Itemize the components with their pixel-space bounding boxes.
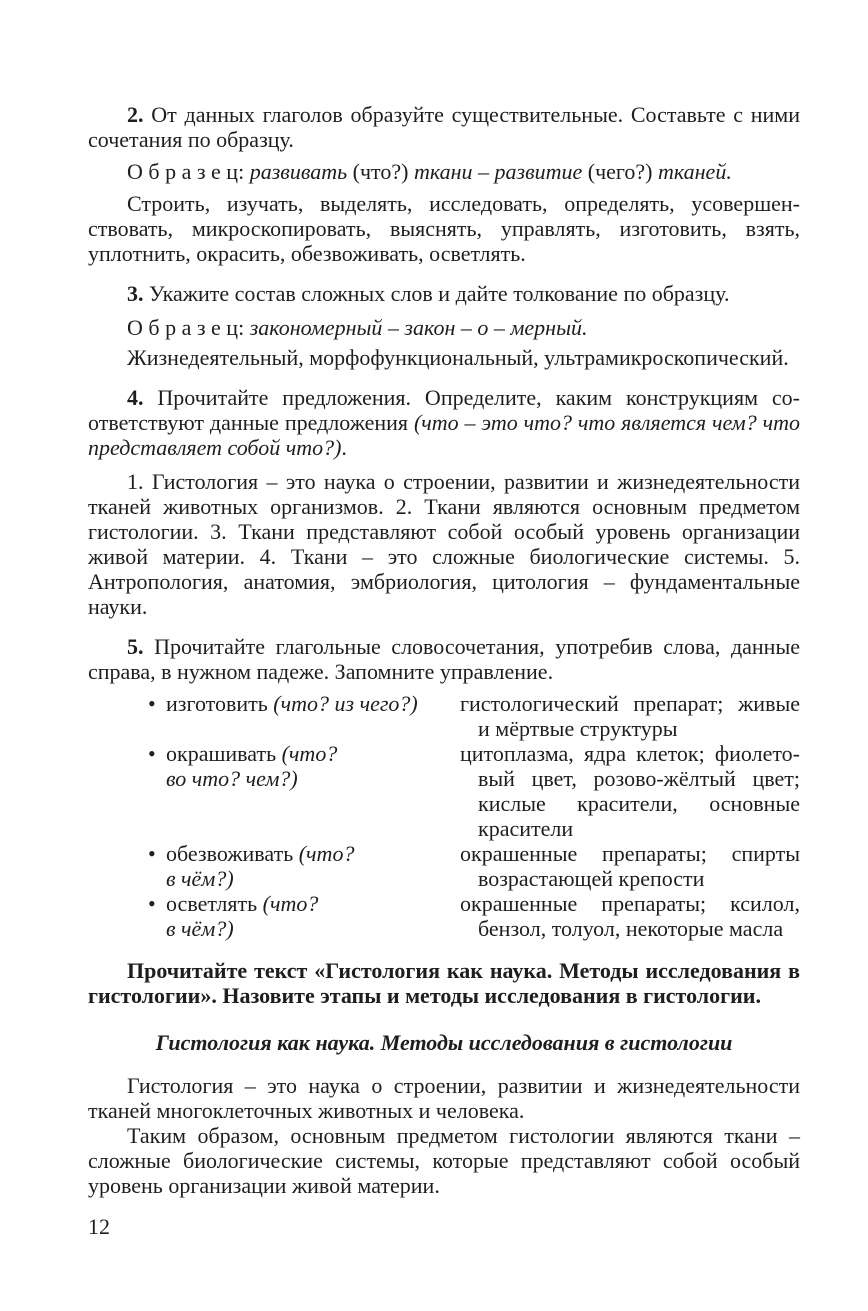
reading-paragraph-1: Гистология – это наука о строении, развитии и жизнедеятельности тканей многоклеточных животных и человека. (88, 1073, 800, 1123)
text-title: Гистология как наука. Методы исследования в гистологии (155, 1030, 733, 1055)
table-row (148, 891, 800, 941)
sample-text: развивать (что?) ткани – развитие (чего?) тканей. (249, 159, 732, 184)
verb-cell: изготовить (что? из чего?) (166, 691, 418, 716)
exercise-5-intro (88, 634, 800, 684)
verb-government-table (88, 691, 800, 941)
table-row (148, 691, 800, 741)
exercise-4-intro-text: Прочитайте предложения. Определите, каким конструкциям соответствуют данные предложения (что – это что? что является чем? что представляет собой что?). (88, 385, 800, 460)
exercise-5-intro-text: Прочитайте глагольные словосочетания, употребив слова, данные справа, в нужном падеже. Запомните управление. (88, 634, 800, 684)
object-cell: окрашенные препараты; спирты возрастающей крепости (460, 841, 800, 891)
sample-label: О б р а з е ц: (127, 159, 245, 184)
exercise-2 (88, 102, 800, 266)
table-row (148, 841, 800, 891)
reading-task: Прочитайте текст «Гистология как наука. Методы исследования в гистологии». Назовите этапы и методы исследования в гистологии. (88, 958, 800, 1008)
object-cell: цитоплазма, ядра клеток; фиолето- вый цвет, розово-жёлтый цвет; кислые красители, основные красители (460, 741, 800, 841)
verb-cell: осветлять (что? в чём?) (166, 891, 319, 941)
bullet-icon: • (148, 841, 156, 866)
page-number: 12 (88, 1214, 110, 1239)
exercise-3-intro (88, 281, 800, 306)
exercise-5-number: 5. (127, 634, 144, 659)
exercise-2-intro-text: От данных глаголов образуйте существительные. Составьте с ними сочетания по образцу. (88, 102, 800, 152)
exercise-3 (88, 281, 800, 370)
object-cell: гистологический препарат; живые и мёртвые структуры (460, 691, 800, 741)
exercise-2-intro (88, 102, 800, 152)
reading-section (88, 958, 800, 1198)
exercise-3-sample (88, 315, 800, 340)
bullet-icon: • (148, 691, 156, 716)
exercise-3-intro-text: Укажите состав сложных слов и дайте толкование по образцу. (149, 281, 730, 306)
exercise-4-number: 4. (127, 385, 144, 410)
exercise-3-number: 3. (127, 281, 144, 306)
reading-paragraph-2: Таким образом, основным предметом гистологии являются ткани – сложные биологические системы, которые представляют собой особый уровень организации живой материи. (88, 1123, 800, 1198)
exercise-2-sample (88, 159, 800, 184)
verb-cell: окрашивать (что? во что? чем?) (166, 741, 338, 791)
table-row (148, 741, 800, 841)
sample-text: закономерный – закон – о – мерный. (249, 315, 588, 340)
sample-label: О б р а з е ц: (127, 315, 245, 340)
exercise-2-words: Строить, изучать, выделять, исследовать, определять, усовершенствовать, микроскопировать, выяснять, управлять, изготовить, взять, уплотнить, окрасить, обезвоживать, осветлять. (88, 191, 800, 266)
verb-cell: обезвоживать (что? в чём?) (166, 841, 355, 891)
object-cell: окрашенные препараты; ксилол, бензол, толуол, некоторые масла (460, 891, 800, 941)
exercise-3-words: Жизнедеятельный, морфофункциональный, ультрамикроскопический. (127, 345, 789, 370)
exercise-5 (88, 634, 800, 941)
exercise-4-intro (88, 385, 800, 460)
bullet-icon: • (148, 891, 156, 916)
exercise-4-sentences: 1. Гистология – это наука о строении, развитии и жизнедеятельности тканей животных организмов. 2. Ткани являются основным предметом гистологии. 3. Ткани представляют собой особый уровень организации живой материи. 4. Ткани – это сложные биологические системы. 5. Антропология, анатомия, эмбриология, цитология – фундаментальные науки. (88, 469, 800, 619)
bullet-icon: • (148, 741, 156, 766)
exercise-4 (88, 385, 800, 619)
exercise-2-number: 2. (127, 102, 144, 127)
